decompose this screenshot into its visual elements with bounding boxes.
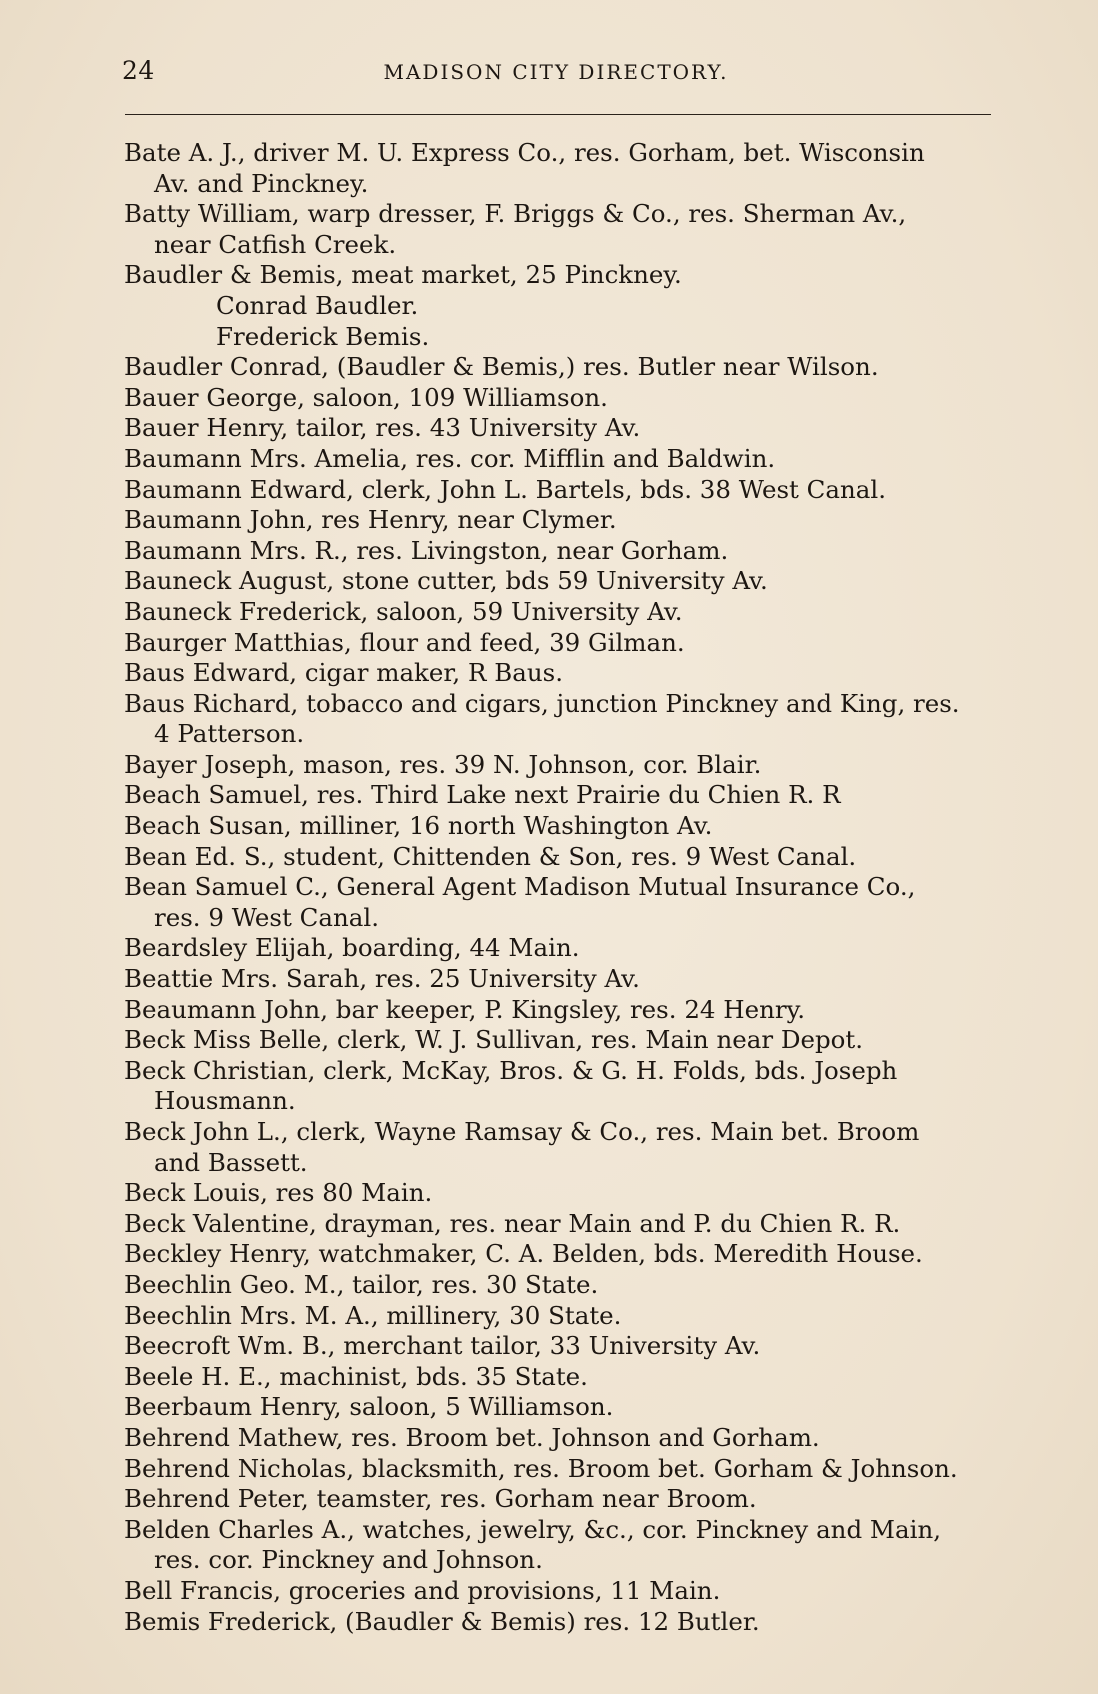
directory-entry: Behrend Mathew, res. Broom bet. Johnson and Gorham. [124, 1422, 820, 1452]
directory-entry: Bauneck August, stone cutter, bds 59 University Av. [124, 566, 768, 596]
directory-entry: Beckley Henry, watchmaker, C. A. Belden, bds. Meredith House. [124, 1239, 923, 1269]
directory-entry: Bean Ed. S., student, Chittenden & Son, res. 9 West Canal. [124, 841, 857, 871]
directory-entry: Baudler Conrad, (Baudler & Bemis,) res. Butler near Wilson. [124, 352, 879, 382]
entry-continuation: Av. and Pinckney. [154, 168, 369, 198]
directory-entry: Baumann Mrs. Amelia, res. cor. Mifflin and Baldwin. [124, 443, 776, 473]
directory-entry: Beerbaum Henry, saloon, 5 Williamson. [124, 1392, 614, 1422]
entry-continuation: 4 Patterson. [154, 719, 305, 749]
directory-entry: Baus Richard, tobacco and cigars, junction Pinckney and King, res. [124, 688, 960, 718]
directory-entry: Beck Miss Belle, clerk, W. J. Sullivan, res. Main near Depot. [124, 1025, 864, 1055]
entry-continuation: res. cor. Pinckney and Johnson. [154, 1545, 543, 1575]
running-title: MADISON CITY DIRECTORY. [383, 60, 729, 84]
directory-entry: Beecroft Wm. B., merchant tailor, 33 University Av. [124, 1331, 761, 1361]
directory-entry: Baudler & Bemis, meat market, 25 Pinckney. [124, 260, 682, 290]
entry-continuation: and Bassett. [154, 1147, 308, 1177]
page-number: 24 [122, 56, 155, 85]
directory-entry: Beck Valentine, drayman, res. near Main and P. du Chien R. R. [124, 1208, 901, 1238]
directory-entry: Baumann John, res Henry, near Clymer. [124, 505, 617, 535]
directory-entry: Bauer George, saloon, 109 Williamson. [124, 382, 608, 412]
directory-entry: Beck John L., clerk, Wayne Ramsay & Co., res. Main bet. Broom [124, 1117, 920, 1146]
directory-entry: Baumann Edward, clerk, John L. Bartels, bds. 38 West Canal. [124, 474, 887, 504]
entry-continuation: res. 9 West Canal. [154, 902, 379, 932]
entry-continuation: Housmann. [154, 1086, 296, 1116]
directory-entry: Beach Susan, milliner, 16 north Washington Av. [124, 811, 713, 841]
directory-entry: Baus Edward, cigar maker, R Baus. [124, 658, 563, 688]
directory-entry: Bate A. J., driver M. U. Express Co., res. Gorham, bet. Wisconsin [124, 138, 925, 167]
directory-entry: Beechlin Mrs. M. A., millinery, 30 State. [124, 1300, 622, 1330]
directory-entry: Beck Christian, clerk, McKay, Bros. & G. H. Folds, bds. Joseph [124, 1055, 898, 1085]
directory-entry: Beele H. E., machinist, bds. 35 State. [124, 1361, 588, 1391]
directory-entry: Bell Francis, groceries and provisions, 11 Main. [124, 1575, 721, 1605]
directory-entry: Behrend Peter, teamster, res. Gorham near Broom. [124, 1484, 757, 1514]
entry-continuation: near Catfish Creek. [154, 229, 397, 259]
directory-entry: Beach Samuel, res. Third Lake next Prairie du Chien R. R [124, 780, 841, 810]
directory-entry: Bayer Joseph, mason, res. 39 N. Johnson, cor. Blair. [124, 749, 762, 779]
directory-entry: Beck Louis, res 80 Main. [124, 1178, 433, 1208]
directory-entry: Behrend Nicholas, blacksmith, res. Broom bet. Gorham & Johnson. [124, 1453, 958, 1483]
directory-entry: Beattie Mrs. Sarah, res. 25 University Av. [124, 964, 640, 994]
entry-partner-line: Frederick Bemis. [216, 321, 430, 351]
directory-entry: Bean Samuel C., General Agent Madison Mutual Insurance Co., [124, 872, 916, 902]
directory-entry: Bauneck Frederick, saloon, 59 University Av. [124, 596, 683, 626]
directory-entries [124, 138, 994, 1637]
header-rule [125, 114, 991, 115]
directory-entry: Baurger Matthias, flour and feed, 39 Gilman. [124, 627, 685, 657]
directory-entry: Batty William, warp dresser, F. Briggs & Co., res. Sherman Av., [124, 199, 907, 229]
directory-entry: Beechlin Geo. M., tailor, res. 30 State. [124, 1269, 599, 1299]
directory-entry: Belden Charles A., watches, jewelry, &c., cor. Pinckney and Main, [124, 1514, 942, 1544]
directory-entry: Baumann Mrs. R., res. Livingston, near Gorham. [124, 535, 729, 565]
entry-partner-line: Conrad Baudler. [216, 290, 419, 320]
directory-entry: Bauer Henry, tailor, res. 43 University Av. [124, 413, 641, 443]
directory-entry: Beaumann John, bar keeper, P. Kingsley, res. 24 Henry. [124, 994, 806, 1024]
directory-entry: Beardsley Elijah, boarding, 44 Main. [124, 933, 580, 963]
directory-entry: Bemis Frederick, (Baudler & Bemis) res. 12 Butler. [124, 1606, 760, 1636]
page-header [122, 56, 990, 96]
